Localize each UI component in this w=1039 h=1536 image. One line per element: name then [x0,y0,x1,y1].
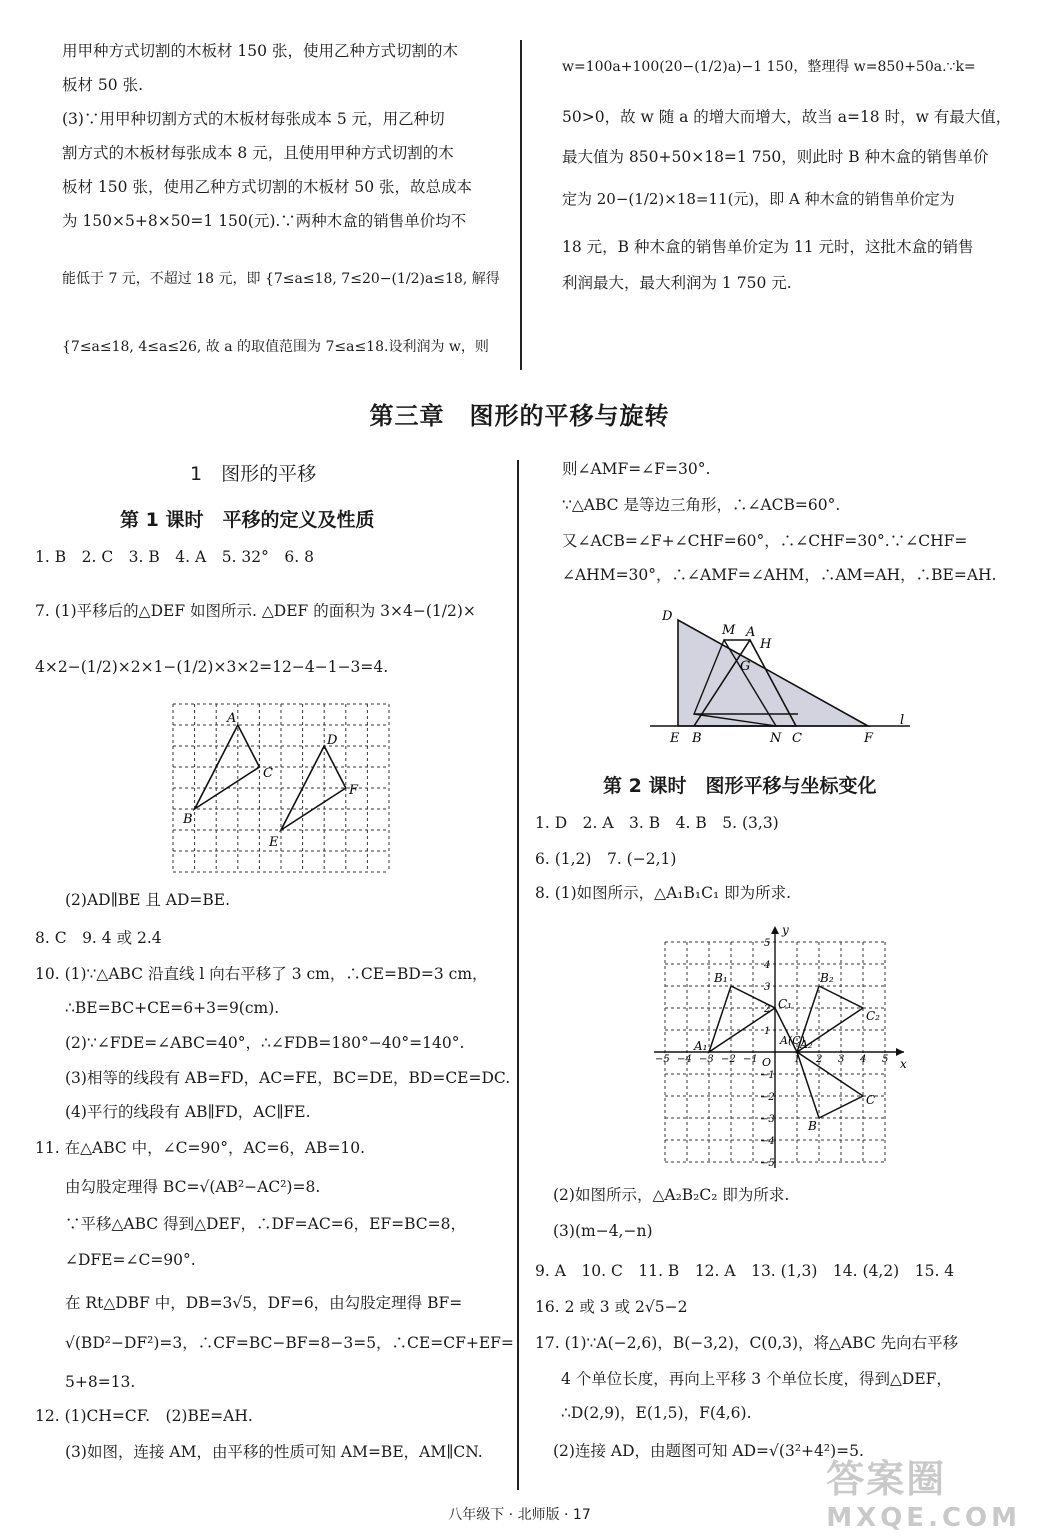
section-title: 1 图形的平移 [190,463,317,485]
watermark [826,1448,1021,1533]
label-a: A [227,711,237,726]
tick-x: 1 [794,1054,801,1065]
tick-y: −5 [760,1158,775,1169]
text-line: (3)(m−4,−n) [553,1222,653,1240]
chapter-title: 第三章 图形的平移与旋转 [369,402,670,430]
tick-x: 4 [860,1054,867,1065]
text-line: (4)平行的线段有 AB∥FD，AC∥FE. [65,1103,311,1121]
column-divider [520,40,522,370]
text-line: 10. (1)∵△ABC 沿直线 l 向右平移了 3 cm，∴CE=BD=3 cm， [35,965,488,983]
tick-y: −3 [760,1114,775,1125]
label-b: B [692,731,702,746]
text-line: 8. (1)如图所示，△A₁B₁C₁ 即为所求. [535,884,792,902]
text-line: 50>0，故 w 随 a 的增大而增大，故当 a=18 时，w 有最大值， [562,108,1012,126]
label-x: x [900,1057,907,1071]
label-m: M [722,623,736,638]
text-line: 5+8=13. [65,1373,136,1391]
text-line: 由勾股定理得 BC=√(AB²−AC²)=8. [65,1178,321,1196]
tick-y: −1 [760,1070,775,1081]
text-line: 利润最大，最大利润为 1 750 元. [562,274,792,292]
label-n: N [770,731,782,746]
tick-y: −2 [760,1092,775,1103]
label-o: O [762,1056,772,1069]
text-line: 7. (1)平移后的△DEF 如图所示. △DEF 的面积为 3×4−(1/2)× [35,602,476,620]
text-line: 又∠ACB=∠F+∠CHF=60°，∴∠CHF=30°.∵∠CHF= [562,532,968,550]
label-c: C [866,1093,876,1107]
text-line: 板材 150 张，使用乙种方式切割的木板材 50 张，故总成本 [62,178,473,196]
label-f: F [864,731,874,746]
coordinate-grid-figure-8 [650,922,912,1174]
text-line: (3)相等的线段有 AB=FD，AC=FE，BC=DE，BD=CE=DC. [65,1069,511,1087]
triangle-a2b2c2 [797,1052,863,1118]
tick-x: −2 [721,1054,736,1065]
triangle-a1b1c1 [709,986,775,1052]
tick-x: 3 [838,1054,845,1065]
text-line: 8. C 9. 4 或 2.4 [35,929,162,947]
text-line: ∠DFE=∠C=90°. [65,1251,196,1269]
tick-y: 2 [764,1004,771,1015]
tick-y: 1 [764,1026,771,1037]
label-g: G [740,659,751,674]
page-footer: 八年级下 · 北师版 · 17 [448,1507,591,1523]
tick-x: 2 [816,1054,823,1065]
label-e: E [670,731,680,746]
text-line: 9. A 10. C 11. B 12. A 13. (1,3) 14. (4,2) 15. 4 [535,1262,955,1280]
tick-y: −4 [760,1136,775,1147]
label-a1: A₁ [694,1039,708,1053]
text-line: 12. (1)CH=CF. (2)BE=AH. [35,1407,253,1425]
tick-y: 4 [764,960,771,971]
text-line: 为 150×5+8×50=1 150(元).∵两种木盒的销售单价均不 [62,212,467,230]
tick-x: 5 [882,1054,889,1065]
text-line: (2)如图所示，△A₂B₂C₂ 即为所求. [553,1186,790,1204]
tick-x: −3 [699,1054,714,1065]
lesson1-title: 第 1 课时 平移的定义及性质 [120,509,375,531]
text-line: ∠AHM=30°，∴∠AMF=∠AHM，∴AM=AH，∴BE=AH. [562,566,997,584]
label-b: B [183,812,193,827]
text-line: 割方式的木板材每张成本 8 元，且使用甲种方式切割的木 [62,144,454,162]
text-line: 能低于 7 元，不超过 18 元，即 {7≤a≤18, 7≤20−(1/2)a≤18, 解得 [62,271,500,287]
text-line: (2)连接 AD，由题图可知 AD=√(3²+4²)=5. [553,1442,864,1460]
label-a-c: A(C) [780,1034,805,1047]
triangle-def-shaded [678,620,868,726]
label-a2: A₂ [800,1038,813,1051]
tick-y: 3 [764,982,771,993]
text-line: 17. (1)∵A(−2,6)，B(−3,2)，C(0,3)，将△ABC 先向右平移 [535,1334,959,1352]
text-line: 6. (1,2) 7. (−2,1) [535,850,677,868]
label-f: F [349,783,359,798]
label-d: D [327,733,338,748]
watermark-top: 答案圈 [826,1457,947,1501]
text-line: 则∠AMF=∠F=30°. [562,460,711,478]
label-c: C [792,731,802,746]
lesson2-title: 第 2 课时 图形平移与坐标变化 [603,775,877,797]
text-line: 11. 在△ABC 中，∠C=90°，AC=6，AB=10. [35,1139,366,1157]
grid-figure-7 [171,702,391,874]
text-line: (3)∵用甲种切割方式的木板材每张成本 5 元，用乙种切 [62,110,445,128]
text-line: {7≤a≤18, 4≤a≤26, 故 a 的取值范围为 7≤a≤18.设利润为 w，则 [62,339,489,355]
figure-12-translation [648,604,918,746]
tick-x: −1 [743,1054,758,1065]
tick-x: −4 [677,1054,692,1065]
text-line: √(BD²−DF²)=3，∴CF=BC−BF=8−3=5，∴CE=CF+EF= [65,1334,514,1352]
text-line: 板材 50 张. [62,76,144,94]
text-line: 1. D 2. A 3. B 4. B 5. (3,3) [535,814,779,832]
label-y: y [782,923,789,937]
text-line: 18 元，B 种木盒的销售单价定为 11 元时，这批木盒的销售 [562,238,974,256]
label-a: A [746,625,756,640]
label-c2: C₂ [866,1009,880,1023]
text-line: ∵平移△ABC 得到△DEF，∴DF=AC=6，EF=BC=8， [65,1215,467,1233]
text-line: 4×2−(1/2)×2×1−(1/2)×3×2=12−4−1−3=4. [35,658,389,676]
label-e: E [269,835,279,850]
text-line: 1. B 2. C 3. B 4. A 5. 32° 6. 8 [35,548,314,566]
tick-y: 5 [764,938,771,949]
text-line: 4 个单位长度，再向上平移 3 个单位长度，得到△DEF， [561,1370,952,1388]
label-c1: C₁ [778,997,792,1011]
text-line: 用甲种方式切割的木板材 150 张，使用乙种方式切割的木 [62,42,458,60]
label-b1: B₁ [714,971,728,985]
label-b2: B₂ [820,971,834,985]
text-line: 定为 20−(1/2)×18=11(元)，即 A 种木盒的销售单价定为 [562,190,955,208]
text-line: (2)∵∠FDE=∠ABC=40°，∴∠FDB=180°−40°=140°. [65,1034,465,1052]
label-d: D [662,609,673,624]
text-line: (3)如图，连接 AM，由平移的性质可知 AM=BE，AM∥CN. [65,1443,483,1461]
text-line: ∴D(2,9)，E(1,5)，F(4,6). [561,1404,752,1422]
label-b: B [808,1119,817,1133]
text-line: 在 Rt△DBF 中，DB=3√5，DF=6，由勾股定理得 BF= [65,1294,463,1312]
tick-x: −5 [655,1054,670,1065]
label-c: C [263,766,273,781]
text-line: 最大值为 850+50×18=1 750，则此时 B 种木盒的销售单价 [562,148,989,166]
text-line: ∵△ABC 是等边三角形，∴∠ACB=60°. [562,496,841,514]
text-line: (2)AD∥BE 且 AD=BE. [65,891,231,909]
label-h: H [760,637,772,652]
text-line: w=100a+100(20−(1/2)a)−1 150，整理得 w=850+50a.∵k= [562,59,976,75]
text-line: ∴BE=BC+CE=6+3=9(cm). [65,999,280,1017]
watermark-bottom: MXQE.COM [826,1503,1021,1533]
text-line: 16. 2 或 3 或 2√5−2 [535,1298,688,1316]
column-divider [517,460,519,1490]
label-l: l [900,713,905,728]
